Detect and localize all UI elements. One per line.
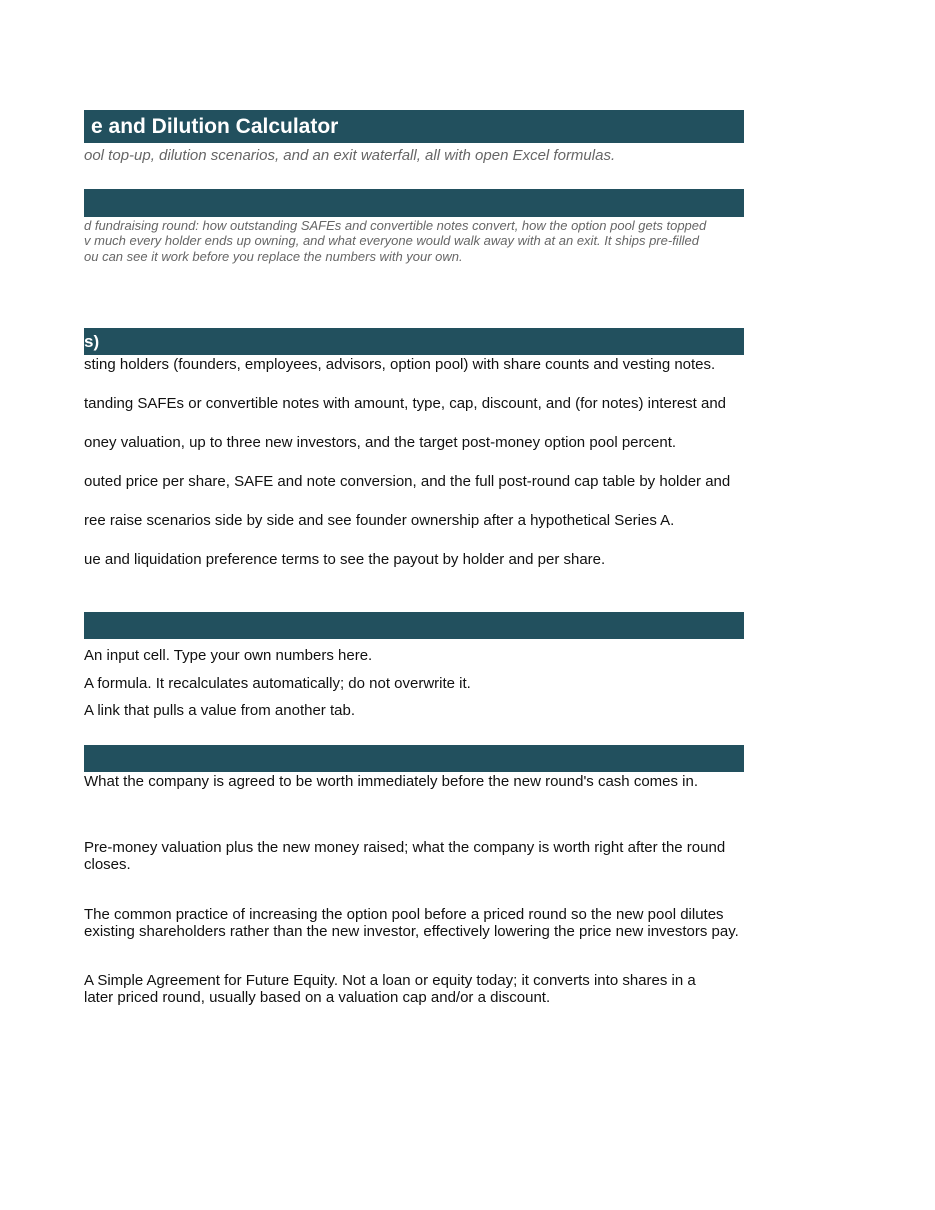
tab-description-1: sting holders (founders, employees, advisors, option pool) with share counts and vesting notes. (84, 356, 716, 373)
legend-input-cell: An input cell. Type your own numbers here. (84, 647, 373, 664)
about-header-band (84, 189, 744, 217)
title-band (84, 110, 744, 143)
about-line-2: v much every holder ends up owning, and what everyone would walk away with at an exit. It ships pre-filled (84, 233, 699, 248)
legend-formula-cell: A formula. It recalculates automatically; do not overwrite it. (84, 675, 471, 692)
tab-description-5: ree raise scenarios side by side and see founder ownership after a hypothetical Series A. (84, 512, 675, 529)
about-line-1: d fundraising round: how outstanding SAFEs and convertible notes convert, how the option pool gets topped (84, 218, 707, 233)
definition-post-money: Pre-money valuation plus the new money raised; what the company is worth right after the round closes. (84, 839, 726, 873)
tab-description-6: ue and liquidation preference terms to see the payout by holder and per share. (84, 551, 606, 568)
definition-safe: A Simple Agreement for Future Equity. Not a loan or equity today; it converts into shares in a later priced round, usually based on a valuation cap and/or a discount. (84, 972, 696, 1006)
definition-pre-money: What the company is agreed to be worth immediately before the new round's cash comes in. (84, 773, 699, 790)
page-title: e and Dilution Calculator (91, 115, 339, 138)
tabs-header: s) (84, 332, 100, 351)
definition-pool-shuffle: The common practice of increasing the option pool before a priced round so the new pool dilutes existing shareholders rather than the new investor, effectively lowering the price new investors pay. (84, 906, 739, 940)
tab-description-2: tanding SAFEs or convertible notes with amount, type, cap, discount, and (for notes) interest and (84, 395, 727, 412)
glossary-header-band (84, 745, 744, 772)
subtitle-row (84, 146, 744, 166)
tab-description-4: outed price per share, SAFE and note conversion, and the full post-round cap table by holder and (84, 473, 731, 490)
legend-header-band (84, 612, 744, 639)
page-subtitle: ool top-up, dilution scenarios, and an exit waterfall, all with open Excel formulas. (84, 147, 616, 164)
legend-link-cell: A link that pulls a value from another tab. (84, 702, 355, 719)
tab-description-3: oney valuation, up to three new investors, and the target post-money option pool percent. (84, 434, 677, 451)
tabs-header-band (84, 328, 744, 355)
about-line-3: ou can see it work before you replace the numbers with your own. (84, 249, 463, 264)
